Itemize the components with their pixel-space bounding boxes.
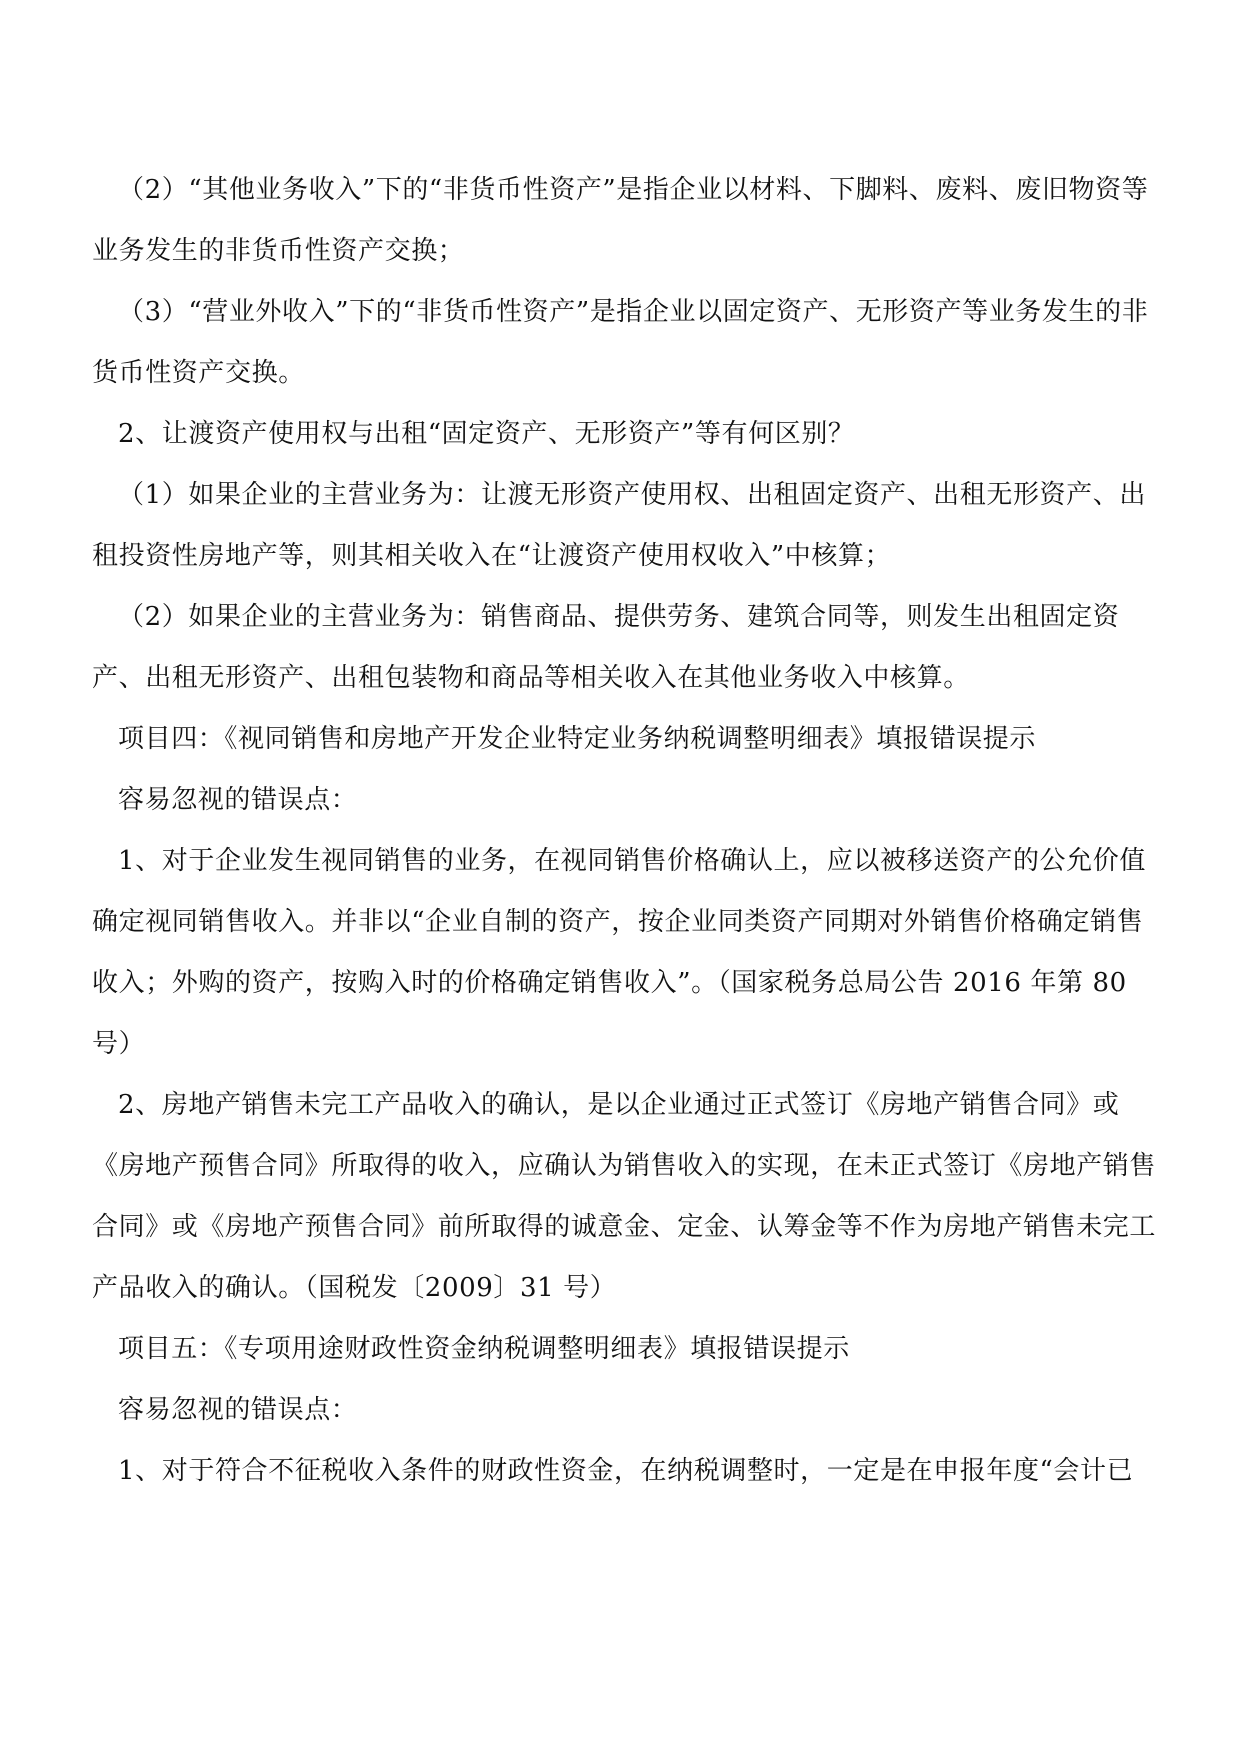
subheading-common-errors: 容易忽视的错误点： xyxy=(118,785,358,815)
paragraph-main-business-sales: （2）如果企业的主营业务为：销售商品、提供劳务、建筑合同等，则发生出租固定资产、出租无形资产、出租包装物和商品等相关收入在其他业务收入中核算。 xyxy=(92,602,1120,693)
paragraph-fiscal-funds: 1、对于符合不征税收入条件的财政性资金，在纳税调整时，一定是在申报年度“会计已 xyxy=(118,1456,1134,1486)
paragraph-real-estate-income: 2、房地产销售未完工产品收入的确认，是以企业通过正式签订《房地产销售合同》或《房地产预售合同》所取得的收入，应确认为销售收入的实现，在未正式签订《房地产销售合同》或《房地产预售合同》前所取得的诚意金、定金、认筹金等不作为房地产销售未完工产品收入的确认。（国税发〔2009〕31 号） xyxy=(92,1090,1157,1303)
subheading-common-errors-2: 容易忽视的错误点： xyxy=(118,1395,358,1425)
paragraph-other-business-income: （2）“其他业务收入”下的“非货币性资产”是指企业以材料、下脚料、废料、废旧物资等业务发生的非货币性资产交换； xyxy=(92,175,1149,266)
section-heading-item-5: 项目五：《专项用途财政性资金纳税调整明细表》填报错误提示 xyxy=(118,1334,850,1364)
paragraph-deemed-sales: 1、对于企业发生视同销售的业务，在视同销售价格确认上，应以被移送资产的公允价值确定视同销售收入。并非以“企业自制的资产，按企业同类资产同期对外销售价格确定销售收入；外购的资产，按购入时的价格确定销售收入”。（国家税务总局公告 2016 年第 80 号） xyxy=(92,846,1146,1059)
paragraph-non-operating-income: （3）“营业外收入”下的“非货币性资产”是指企业以固定资产、无形资产等业务发生的非货币性资产交换。 xyxy=(92,297,1149,388)
paragraph-question-2: 2、让渡资产使用权与出租“固定资产、无形资产”等有何区别？ xyxy=(118,419,855,449)
section-heading-item-4: 项目四：《视同销售和房地产开发企业特定业务纳税调整明细表》填报错误提示 xyxy=(118,724,1037,754)
document-body xyxy=(92,160,1160,1502)
paragraph-main-business-transfer: （1）如果企业的主营业务为：让渡无形资产使用权、出租固定资产、出租无形资产、出租投资性房地产等，则其相关收入在“让渡资产使用权收入”中核算； xyxy=(92,480,1146,571)
